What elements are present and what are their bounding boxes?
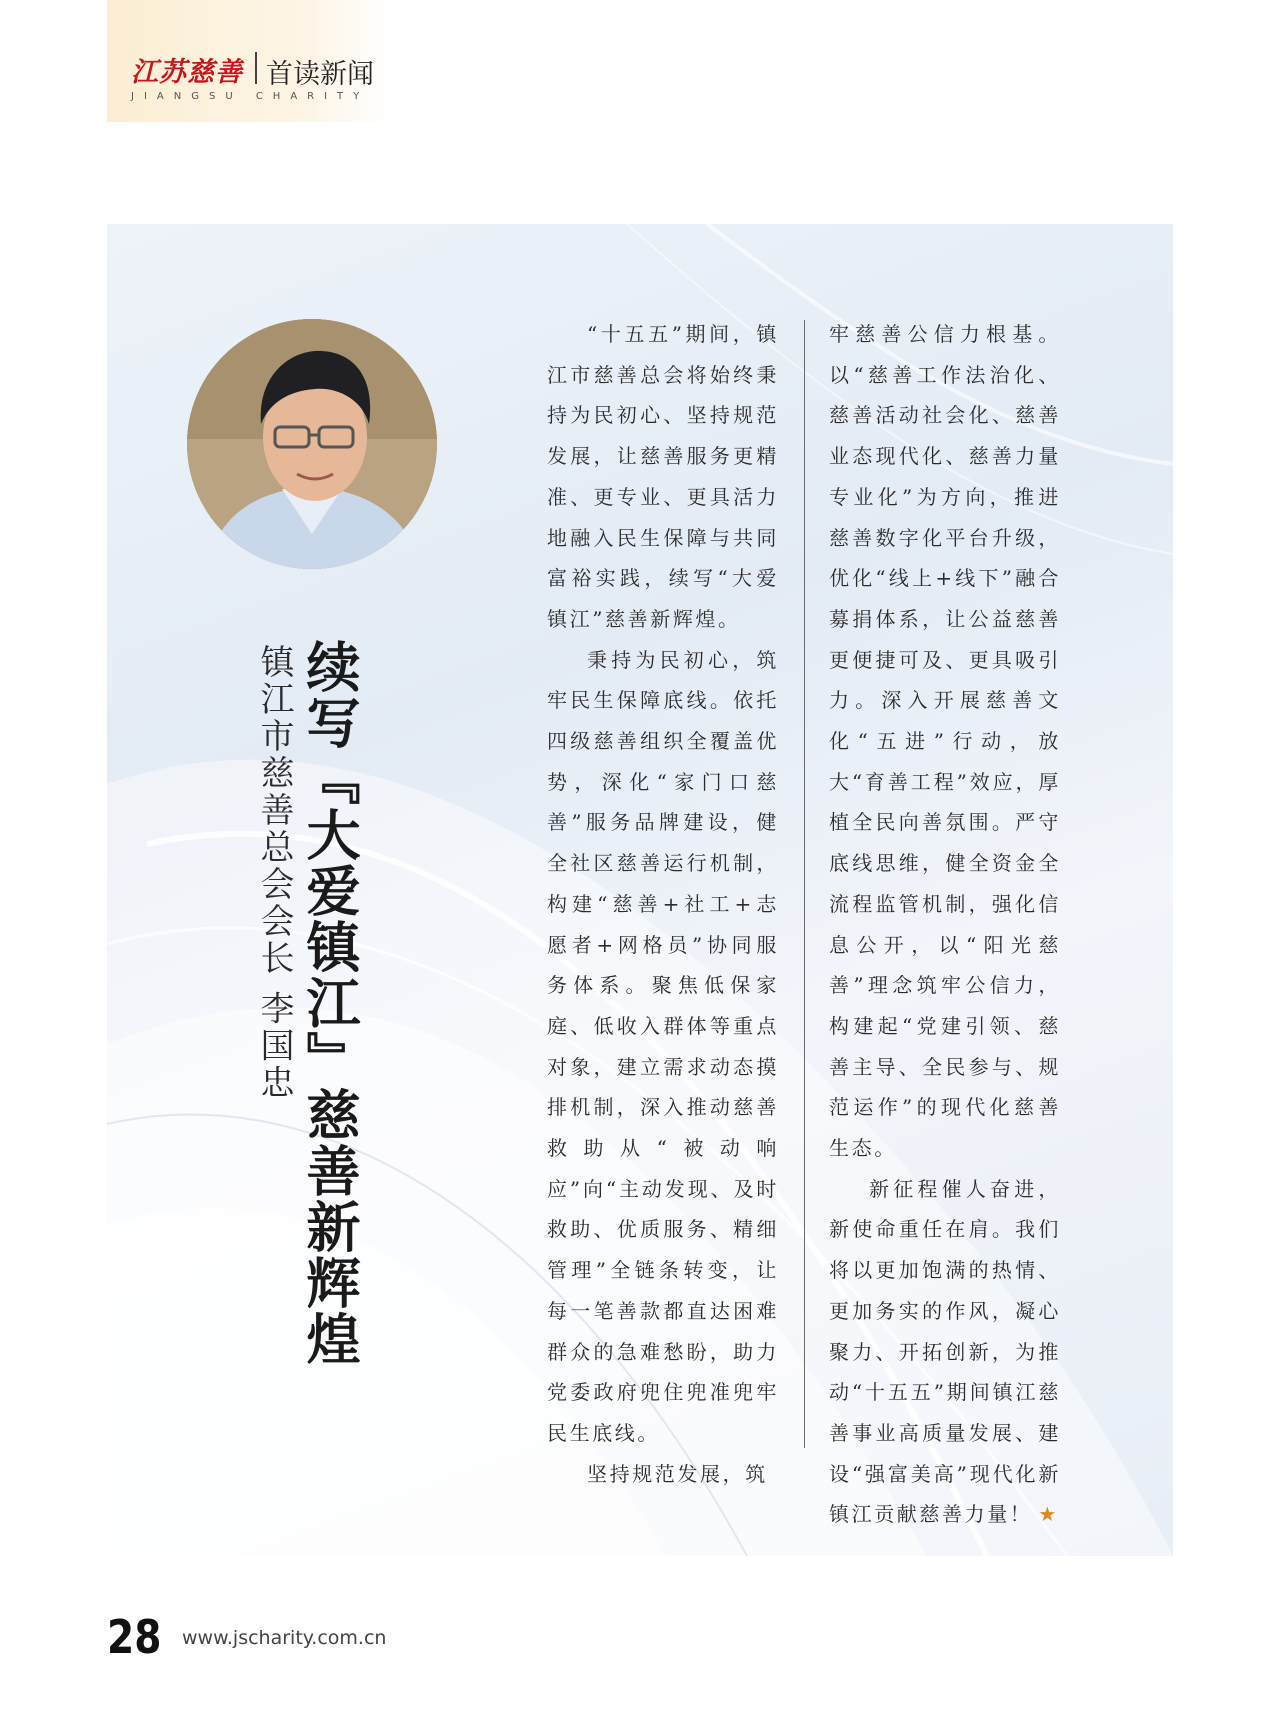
article-panel bbox=[107, 224, 1173, 1556]
paragraph-text: 新征程催人奋进，新使命重任在肩。我们将以更加饱满的热情、更加务实的作风，凝心聚力、开拓创新，为推动“十五五”期间镇江慈善事业高质量发展、建设“强富美高”现代化新镇江贡献慈善力量！ bbox=[829, 1176, 1061, 1527]
paragraph: 牢慈善公信力根基。以“慈善工作法治化、慈善活动社会化、慈善业态现代化、慈善力量专业化”为方向，推进慈善数字化平台升级，优化“线上+线下”融合募捐体系，让公益慈善更便捷可及、更具吸引力。深入开展慈善文化“五进”行动，放大“育善工程”效应，厚植全民向善氛围。严守底线思维，健全资金全流程监管机制，强化信息公开，以“阳光慈善”理念筑牢公信力，构建起“党建引领、慈善主导、全民参与、规范运作”的现代化慈善生态。 bbox=[829, 322, 1061, 1161]
website-url[interactable]: www.jscharity.com.cn bbox=[182, 1627, 387, 1649]
page-number: 28 bbox=[107, 1610, 162, 1664]
column-divider bbox=[804, 320, 805, 1448]
author-portrait bbox=[187, 319, 437, 569]
text-column-2 bbox=[829, 314, 1061, 1535]
text-column-1 bbox=[547, 314, 779, 1494]
person-photo-icon bbox=[187, 319, 437, 569]
paragraph: “十五五”期间，镇江市慈善总会将始终秉持为民初心、坚持规范发展，让慈善服务更精准、更专业、更具活力地融入民生保障与共同富裕实践，续写“大爱镇江”慈善新辉煌。 bbox=[547, 322, 779, 631]
paragraph: 坚持规范发展，筑 bbox=[587, 1461, 768, 1486]
brand-logo: 江苏慈善 bbox=[131, 57, 243, 88]
header-divider bbox=[255, 52, 257, 84]
article-title: 续写『大爱镇江』慈善新辉煌 bbox=[298, 639, 361, 1367]
brand-english: JIANGSU CHARITY bbox=[131, 91, 370, 102]
section-title: 首读新闻 bbox=[266, 59, 374, 90]
author-line: 镇江市慈善总会会长 李国忠 bbox=[254, 644, 294, 1102]
paragraph bbox=[829, 1169, 1061, 1535]
star-icon: ★ bbox=[1038, 1502, 1059, 1527]
paragraph: 秉持为民初心，筑牢民生保障底线。依托四级慈善组织全覆盖优势，深化“家门口慈善”服务品牌建设，健全社区慈善运行机制，构建“慈善+社工+志愿者+网格员”协同服务体系。聚焦低保家庭、低收入群体等重点对象，建立需求动态摸排机制，深入推动慈善救助从“被动响应”向“主动发现、及时救助、优质服务、精细管理”全链条转变，让每一笔善款都直达困难群众的急难愁盼，助力党委政府兜住兜准兜牢民生底线。 bbox=[547, 647, 779, 1445]
